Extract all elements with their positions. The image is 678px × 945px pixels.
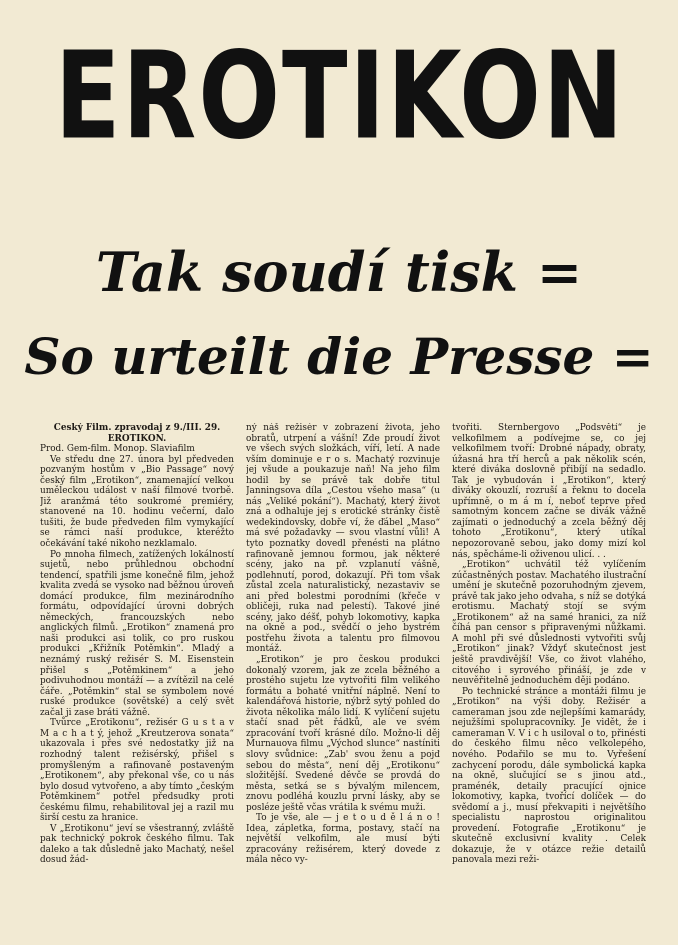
paragraph: „Erotikon“ uchvátil též vylíčením zúčastněných postav. Machatého ilustrační umění je skutečně pozoruhodným zjevem, právě tak jako jeho odvaha, s níž se dotýká erotismu. Machatý stojí se svým „Erotikonem“ až na samé hranici, za níž číhá pan censor s připravenými nůžkami. A mohl při své důslednosti vytvořiti svůj „Erotikon“ jinak? Vždyť skutečnost jest ještě pravdivější! Vše, co život vlahého, citového i syrového přináší, je zde v neuvěřitelně jednoduchém ději podáno. <box>452 560 646 687</box>
paragraph: ný náš režisér v zobrazení života, jeho obratů, utrpení a vášní! Zde proudí život ve všech svých složkách, víří, letí. A nade vším dominuje e r o s. Machatý rozvinuje jej všude a poukazuje naň! Na jeho film hodil by se právě tak dobře titul Janningsova díla „Cestou všeho masa“ (u nás „Veliké pokání“). Machatý, který život zná a odhaluje jej s erotické stránky čistě wedekindovsky, dobře ví, že ďábel „Maso“ má své požadavky — svou vlastní vůli! A tyto poznatky dovedl přenésti na plátno rafinovaně jemnou formou, jak některé scény, jako na př. vzplanutí vášně, podlehnutí, porod, dokazují. Při tom však zůstal zcela naturalistický, nezastaviv se ani před bolestmi porodními (křeče v obličeji, ruka nad pelestí). Takové jiné scény, jako déšť, pohyb lokomotivy, kapka na okně a pod., svědčí o jeho bystrém postřehu života a talentu pro filmovou montáž. <box>246 423 440 655</box>
article-credits: Prod. Gem-film. Monop. Slaviafilm <box>40 444 195 455</box>
masthead-title: EROTIKON <box>54 40 626 153</box>
paragraph: Ve středu dne 27. února byl předveden pozvaným hostům v „Bio Passage“ nový český film „Erotikon“, znamenající velkou uměleckou událost v naší filmové tvorbě. Již aranžmá této soukromé premiéry, stanovené na 10. hodinu večerní, dalo tušiti, že bude předveden film vymykající se rámci naší produkce, kteréžto očekávání také nikoho nezklamalo. <box>40 454 234 550</box>
paragraph: To je vše, ale — j e t o u d ě l á n o ! Idea, zápletka, forma, postavy, stačí na největší velkofilm, ale musí býti zpracovány režisérem, který dovede z mála něco vy- <box>246 813 440 866</box>
column-1 <box>40 423 234 938</box>
paragraph: V „Erotikonu“ jeví se všestranný, zvláště pak technický pokrok českého filmu. Tak daleko a tak důsledně jako Machatý, nešel dosud žád- <box>40 823 234 866</box>
headline-german: So urteilt die Presse = <box>24 327 654 386</box>
article-title: EROTIKON. <box>107 433 167 444</box>
paragraph: tvořiti. Sternbergovo „Podsvětí“ je velkofilmem a podívejme se, co jej velkofilmem tvoří: Drobné nápady, obraty, úžasná hra tří herců a pak několik scén, které diváka doslovně přibíjí na sedadlo. Tak je vybudován i „Erotikon“, který diváky okouzlí, rozruší a řeknu to docela upřímně, o m á m í, neboť teprve před samotným koncem začne se divák vážně zajímati o jednoduchý a zcela běžný děj tohoto „Erotikonu“, který utíkal nepozorovaně sebou, jako domy mizí kol nás, spěcháme-li oživenou ulicí. . . <box>452 423 646 560</box>
article-source: Český Film. zpravodaj z 9./III. 29. <box>53 423 221 433</box>
paragraph: Po mnoha filmech, zatížených lokálností sujetů, nebo průhlednou obchodní tendencí, spatřili jsme konečně film, jehož kvalita zvedá se vysoko nad běžnou úroveň domácí produkce, film mezinárodního formátu, odpovídající úrovni dobrých německých, francouzských nebo anglických filmů. „Erotikon“ znamená pro naši produkci asi tolik, co pro ruskou produkci „Křižník Potěmkin“. Mladý a neznámý ruský režisér S. M. Eisenstein přišel s „Potěmkinem“ a jeho podivuhodnou montáží — a zvítězil na celé čáře. „Potěmkin“ stal se symbolem nové ruské produkce (sovětské) a celý svět začal ji zase bráti vážně. <box>40 549 234 718</box>
headline-czech: Tak soudí tisk = <box>95 240 583 304</box>
paragraph: „Erotikon“ je pro českou produkci dokonalý vzorem, jak ze zcela běžného a prostého sujetu lze vytvořiti film velikého formátu a bohaté vnitřní náplně. Není to kalendářová historie, nýbrž sytý pohled do života několika málo lidí. K vylíčení sujetu stačí snad pět řádků, ale ve svém zpracování tvoří krásné dílo. Možno-li děj Murnauova filmu „Východ slunce“ nastíniti slovy svůdnice: „Zab' svou ženu a pojď sebou do města“, není děj „Erotikonu“ složitější. Svedené děvče se provdá do města, setká se s bývalým milencem, znovu podléhá kouzlu první lásky, aby se posléze ještě včas vrátila k svému muži. <box>246 655 440 813</box>
paragraph: Po technické stránce a montáži filmu je „Erotikon“ na výši doby. Režisér a cameraman jsou zde nejlepšími kamarády, nejužšími spolupracovníky. Je vidět, že i cameraman V. V i c h usiloval o to, přinésti do českého filmu něco velkolepého, nového. Podařilo se mu to. Vyřešení zachycení porodu, dále symbolická kapka na okně, slučující se s jinou atd., praménék, detaily pracující ojnice lokomotivy, kapka, tvořící dolíček — do svědomí a j., musí překvapiti i největšího specialistu naprostou originalitou provedení. Fotografie „Erotikonu“ je skutečně exclusivní kvality . Celek dokazuje, že v otázce režie detailů panovala mezi reži- <box>452 686 646 866</box>
column-3 <box>452 423 646 938</box>
article-columns <box>40 423 646 938</box>
paragraph: Tvůrce „Erotikonu“, režisér G u s t a v M a c h a t ý, jehož „Kreutzerova sonata“ ukazovala i přes své nedostatky již na rozhodný talent režisérský, přišel s promyšleným a rafinovaně postaveným „Erotikonem“, aby překonal vše, co u nás bylo dosud vytvořeno, a aby tímto „českým Potěmkinem“ potřel předsudky proti českému filmu, rehabilitoval jej a razil mu širší cestu za hranice. <box>40 718 234 824</box>
column-2 <box>246 423 440 938</box>
